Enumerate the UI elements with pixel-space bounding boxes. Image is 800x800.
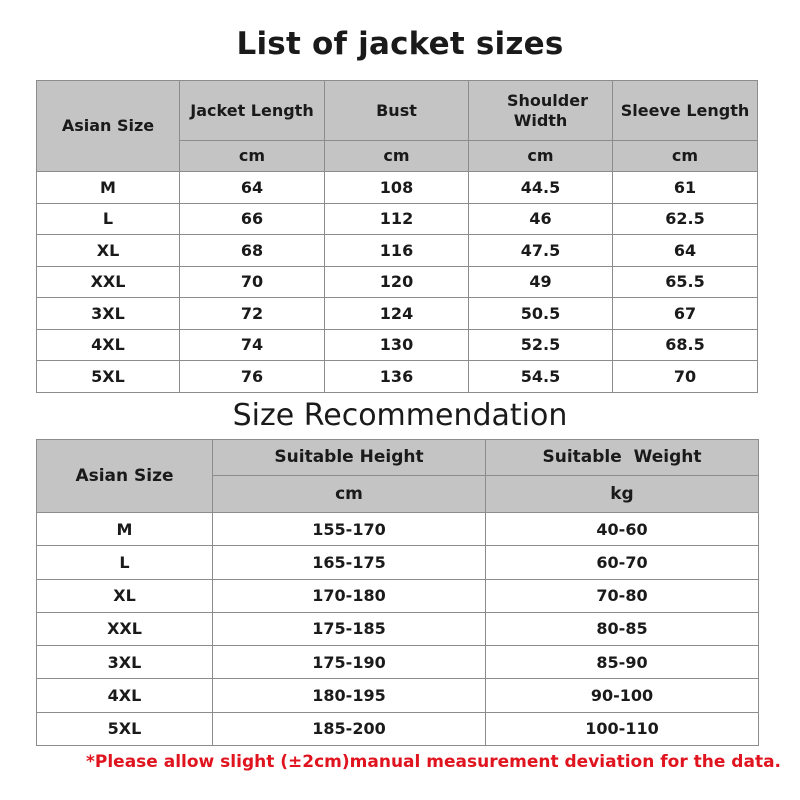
unit-sleeve-length: cm [613, 141, 758, 172]
header-suitable-height: Suitable Height [213, 440, 486, 476]
table-row [37, 266, 758, 298]
header-suitable-weight: Suitable Weight [486, 440, 759, 476]
cell-shoulder-width: 54.5 [469, 361, 613, 393]
cell-size: XL [37, 235, 180, 267]
unit-jacket-length: cm [180, 141, 325, 172]
cell-height: 170-180 [213, 579, 486, 612]
cell-size: M [37, 172, 180, 204]
cell-bust: 130 [325, 329, 469, 361]
table-row [37, 612, 759, 645]
cell-shoulder-width: 44.5 [469, 172, 613, 204]
cell-height: 175-190 [213, 646, 486, 679]
size-recommendation-table [36, 439, 759, 746]
cell-sleeve-length: 61 [613, 172, 758, 204]
recommendation-table-title: Size Recommendation [232, 398, 568, 433]
table-row [37, 329, 758, 361]
cell-size: 3XL [37, 298, 180, 330]
jacket-size-table [36, 80, 758, 393]
cell-shoulder-width: 50.5 [469, 298, 613, 330]
unit-weight: kg [486, 476, 759, 513]
unit-shoulder-width: cm [469, 141, 613, 172]
cell-size: XL [37, 579, 213, 612]
cell-jacket-length: 68 [180, 235, 325, 267]
table-row [37, 513, 759, 546]
cell-jacket-length: 66 [180, 203, 325, 235]
header-bust: Bust [325, 81, 469, 141]
cell-sleeve-length: 68.5 [613, 329, 758, 361]
cell-jacket-length: 70 [180, 266, 325, 298]
unit-height: cm [213, 476, 486, 513]
table-row [37, 579, 759, 612]
cell-size: 3XL [37, 646, 213, 679]
cell-jacket-length: 76 [180, 361, 325, 393]
cell-jacket-length: 74 [180, 329, 325, 361]
cell-bust: 120 [325, 266, 469, 298]
cell-bust: 136 [325, 361, 469, 393]
cell-weight: 100-110 [486, 712, 759, 745]
cell-sleeve-length: 62.5 [613, 203, 758, 235]
cell-bust: 112 [325, 203, 469, 235]
table-row [37, 298, 758, 330]
cell-shoulder-width: 49 [469, 266, 613, 298]
cell-weight: 90-100 [486, 679, 759, 712]
cell-weight: 85-90 [486, 646, 759, 679]
cell-size: 4XL [37, 679, 213, 712]
table-row [37, 361, 758, 393]
cell-height: 180-195 [213, 679, 486, 712]
cell-sleeve-length: 67 [613, 298, 758, 330]
table-row [37, 235, 758, 267]
cell-weight: 60-70 [486, 546, 759, 579]
cell-jacket-length: 64 [180, 172, 325, 204]
cell-size: L [37, 203, 180, 235]
cell-height: 175-185 [213, 612, 486, 645]
cell-size: XXL [37, 266, 180, 298]
unit-bust: cm [325, 141, 469, 172]
table-row [37, 646, 759, 679]
header-sleeve-length: Sleeve Length [613, 81, 758, 141]
jacket-table-title: List of jacket sizes [236, 26, 564, 62]
cell-size: 4XL [37, 329, 180, 361]
cell-height: 165-175 [213, 546, 486, 579]
table-row [37, 712, 759, 745]
table-row [37, 679, 759, 712]
cell-bust: 108 [325, 172, 469, 204]
header-shoulder-width: Shoulder Width [469, 81, 613, 141]
cell-shoulder-width: 47.5 [469, 235, 613, 267]
cell-size: XXL [37, 612, 213, 645]
cell-shoulder-width: 52.5 [469, 329, 613, 361]
header-jacket-length: Jacket Length [180, 81, 325, 141]
cell-size: M [37, 513, 213, 546]
cell-sleeve-length: 65.5 [613, 266, 758, 298]
cell-height: 185-200 [213, 712, 486, 745]
cell-bust: 124 [325, 298, 469, 330]
measurement-deviation-note: *Please allow slight (±2cm)manual measurement deviation for the data. [86, 752, 781, 772]
cell-bust: 116 [325, 235, 469, 267]
cell-size: 5XL [37, 712, 213, 745]
cell-jacket-length: 72 [180, 298, 325, 330]
table-row [37, 546, 759, 579]
header-asian-size: Asian Size [37, 81, 180, 172]
table-row [37, 172, 758, 204]
cell-weight: 70-80 [486, 579, 759, 612]
table-row [37, 203, 758, 235]
cell-shoulder-width: 46 [469, 203, 613, 235]
cell-sleeve-length: 64 [613, 235, 758, 267]
cell-size: 5XL [37, 361, 180, 393]
header-asian-size: Asian Size [37, 440, 213, 513]
cell-weight: 80-85 [486, 612, 759, 645]
cell-weight: 40-60 [486, 513, 759, 546]
cell-height: 155-170 [213, 513, 486, 546]
cell-sleeve-length: 70 [613, 361, 758, 393]
cell-size: L [37, 546, 213, 579]
